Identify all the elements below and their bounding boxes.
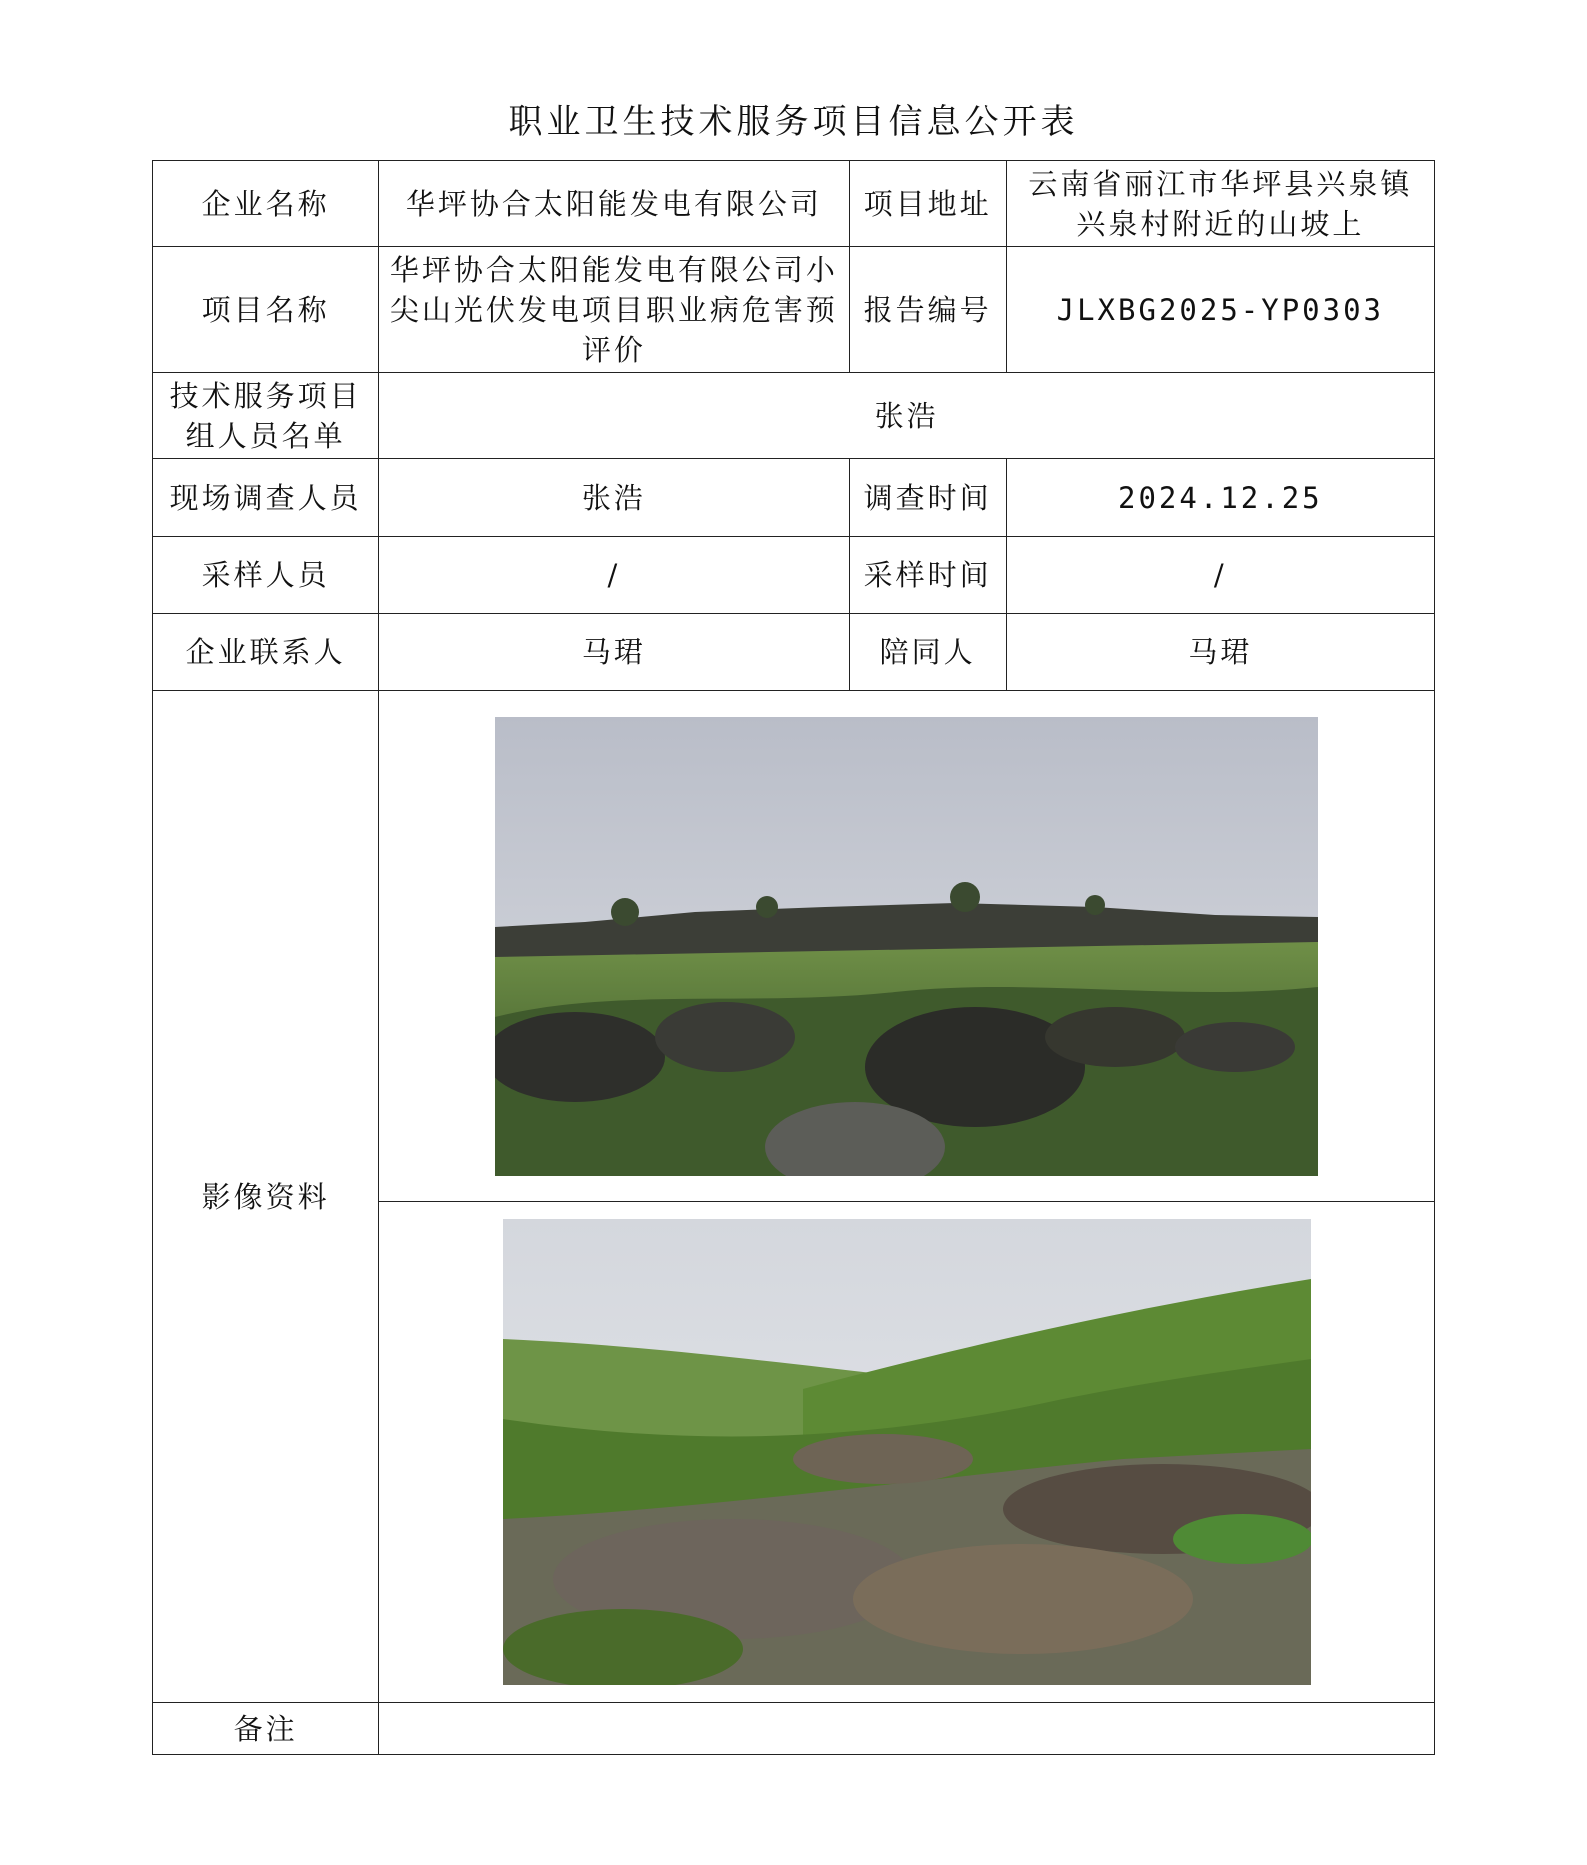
companion-label: 陪同人: [849, 614, 1006, 691]
page-title: 职业卫生技术服务项目信息公开表: [508, 102, 1079, 142]
sampling-staff-label: 采样人员: [153, 537, 379, 614]
project-address-value: 云南省丽江市华坪县兴泉镇兴泉村附近的山坡上: [1006, 161, 1434, 247]
report-no-value: JLXBG2025-YP0303: [1006, 247, 1434, 373]
contact-label: 企业联系人: [153, 614, 379, 691]
site-photo-1: [495, 717, 1318, 1176]
table-row: [153, 247, 1435, 373]
project-address-label: 项目地址: [849, 161, 1006, 247]
table-row: [153, 373, 1435, 459]
company-name-label: 企业名称: [153, 161, 379, 247]
site-photo-2-image: [503, 1219, 1311, 1685]
survey-time-label: 调查时间: [849, 459, 1006, 537]
report-no-label: 报告编号: [849, 247, 1006, 373]
remarks-value: [379, 1703, 1435, 1755]
table-row: [153, 459, 1435, 537]
info-table: [152, 160, 1435, 1755]
project-name-label: 项目名称: [153, 247, 379, 373]
table-row: [153, 161, 1435, 247]
survey-time-value: 2024.12.25: [1006, 459, 1434, 537]
company-name-value: 华坪协合太阳能发电有限公司: [379, 161, 849, 247]
survey-staff-value: 张浩: [379, 459, 849, 537]
site-photo-1-image: [495, 717, 1318, 1176]
photo-cell-1: [379, 691, 1435, 1202]
images-label: 影像资料: [153, 691, 379, 1703]
sampling-time-value: /: [1006, 537, 1434, 614]
table-row: [153, 537, 1435, 614]
contact-value: 马珺: [379, 614, 849, 691]
sampling-staff-value: /: [379, 537, 849, 614]
survey-staff-label: 现场调查人员: [153, 459, 379, 537]
companion-value: 马珺: [1006, 614, 1434, 691]
table-row: [153, 614, 1435, 691]
project-name-value: 华坪协合太阳能发电有限公司小尖山光伏发电项目职业病危害预评价: [379, 247, 849, 373]
table-row: [153, 1703, 1435, 1755]
site-photo-2: [503, 1219, 1311, 1685]
remarks-label: 备注: [153, 1703, 379, 1755]
photo-cell-2: [379, 1202, 1435, 1703]
sampling-time-label: 采样时间: [849, 537, 1006, 614]
team-value: 张浩: [379, 373, 1435, 459]
team-label: 技术服务项目组人员名单: [153, 373, 379, 459]
table-row: [153, 691, 1435, 1202]
